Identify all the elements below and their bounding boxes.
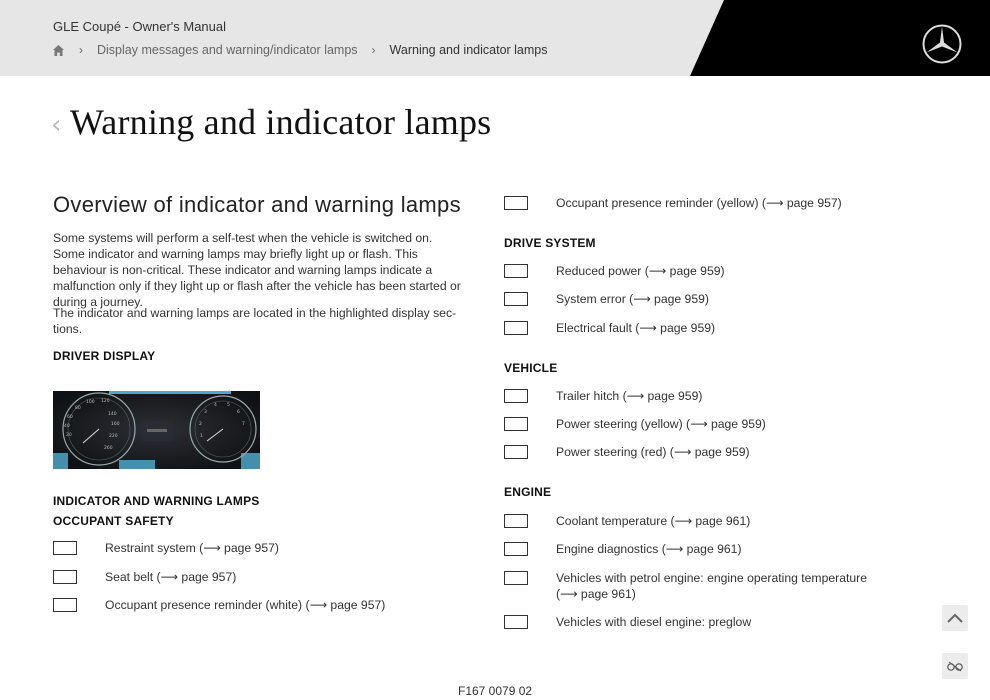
figure-code: F167 0079 02	[458, 684, 533, 698]
scroll-to-top-button[interactable]	[942, 605, 968, 631]
gauge-tick: 7	[242, 422, 245, 427]
trailer-hitch-icon	[504, 389, 528, 403]
manual-title: GLE Coupé - Owner's Manual	[53, 19, 227, 34]
restraint-system-icon	[53, 541, 77, 555]
electrical-fault-icon	[504, 321, 528, 335]
location-paragraph: The indicator and warning lamps are located in the highlighted display sec-tions.	[53, 306, 457, 336]
driver-display-heading: DRIVER DISPLAY	[53, 349, 156, 363]
chevron-up-icon	[947, 613, 963, 623]
gauge-tick: 220	[109, 434, 118, 439]
lamp-item-text[interactable]: Vehicles with petrol engine: engine operating temperature (⟶ page 961)	[556, 571, 867, 601]
driver-display-image	[53, 391, 260, 469]
lamp-item-text[interactable]: Vehicles with diesel engine: preglow	[556, 615, 752, 629]
occupant-presence-icon	[53, 598, 77, 612]
gauge-tick: 60	[67, 415, 73, 420]
gauge-tick: 20	[66, 433, 72, 438]
gauge-tick: 40	[64, 424, 70, 429]
brand-star-logo[interactable]	[921, 23, 963, 65]
engine-temperature-icon	[504, 571, 528, 585]
power-steering-icon	[504, 417, 528, 431]
home-icon[interactable]	[52, 44, 65, 57]
display-options-button[interactable]	[942, 653, 968, 679]
lamp-item-text[interactable]: Electrical fault (⟶ page 959)	[556, 321, 716, 335]
gauge-tick: 4	[214, 403, 217, 408]
gauge-tick: 6	[237, 410, 240, 415]
gauge-tick: 120	[101, 399, 110, 404]
gauge-tick: 260	[104, 446, 113, 451]
lamp-item-text[interactable]: Power steering (yellow) (⟶ page 959)	[556, 417, 766, 431]
reduced-power-icon	[504, 264, 528, 278]
back-icon[interactable]: ‹	[51, 110, 62, 140]
lamp-item-text[interactable]: Power steering (red) (⟶ page 959)	[556, 445, 750, 459]
preglow-icon	[504, 615, 528, 629]
occupant-safety-heading: OCCUPANT SAFETY	[53, 514, 174, 528]
system-error-icon	[504, 292, 528, 306]
seat-belt-icon	[53, 570, 77, 584]
power-steering-icon	[504, 445, 528, 459]
lamp-item-text[interactable]: Coolant temperature (⟶ page 961)	[556, 514, 751, 528]
engine-heading: ENGINE	[504, 485, 552, 499]
page-title: Warning and indicator lamps	[70, 102, 492, 142]
section-heading: Overview of indicator and warning lamps	[53, 192, 461, 217]
coolant-temperature-icon	[504, 514, 528, 528]
lamp-item-text[interactable]: Occupant presence reminder (yellow) (⟶ page 957)	[556, 196, 842, 210]
intro-paragraph: Some systems will perform a self-test when the vehicle is switched on. Some indicator and warning lamps may briefly light up or flash. This behaviour is non-critical. These indicator and warning lamps indicate a malfunction only if they light up or flash after the vehicle has been started or during a journey.	[53, 231, 461, 309]
chevron-right-icon: ›	[79, 43, 83, 57]
breadcrumb-item[interactable]: Display messages and warning/indicator lamps	[97, 43, 358, 57]
engine-diagnostics-icon	[504, 542, 528, 556]
lamp-item-text[interactable]: Trailer hitch (⟶ page 959)	[556, 389, 703, 403]
header-bar	[0, 0, 990, 76]
gauge-tick: 3	[204, 410, 207, 415]
gauge-tick: 1	[200, 434, 203, 439]
lamp-item-text[interactable]: Reduced power (⟶ page 959)	[556, 264, 725, 278]
lamps-heading: INDICATOR AND WARNING LAMPS	[53, 494, 260, 508]
breadcrumb	[52, 42, 548, 58]
dashboard-icon	[947, 660, 963, 672]
occupant-presence-icon	[504, 196, 528, 210]
lamp-item-text[interactable]: Seat belt (⟶ page 957)	[105, 570, 237, 584]
gauge-tick: 2	[199, 422, 202, 427]
gauge-tick: 80	[75, 406, 81, 411]
gauge-tick: 5	[227, 403, 230, 408]
gauge-tick: 140	[108, 412, 117, 417]
lamp-item-text[interactable]: Engine diagnostics (⟶ page 961)	[556, 542, 742, 556]
lamp-item-text[interactable]: Occupant presence reminder (white) (⟶ page 957)	[105, 598, 386, 612]
lamp-item-text[interactable]: Restraint system (⟶ page 957)	[105, 541, 279, 555]
chevron-right-icon: ›	[371, 43, 376, 57]
lamp-item-text[interactable]: System error (⟶ page 959)	[556, 292, 709, 306]
gauge-tick: 160	[111, 422, 120, 427]
vehicle-heading: VEHICLE	[504, 361, 558, 375]
drive-system-heading: DRIVE SYSTEM	[504, 236, 596, 250]
gauge-tick: 100	[86, 400, 95, 405]
breadcrumb-current: Warning and indicator lamps	[389, 43, 548, 57]
